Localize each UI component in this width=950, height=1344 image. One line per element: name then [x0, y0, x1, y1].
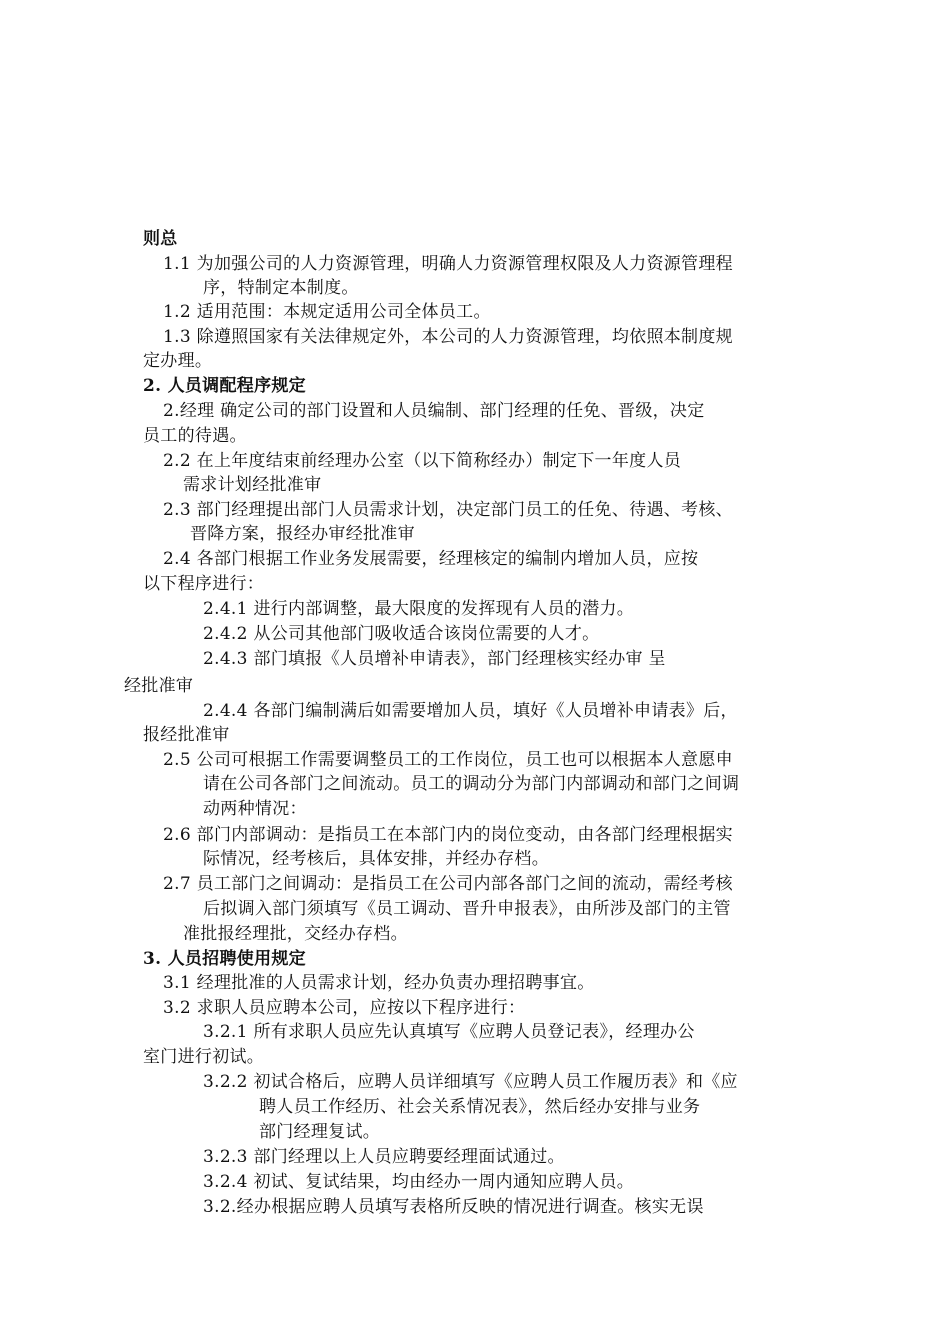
paragraph-line: 2.4.3 部门填报《人员增补申请表》，部门经理核实经办审 呈 — [203, 649, 666, 669]
paragraph-line: 3.2.2 初试合格后，应聘人员详细填写《应聘人员工作履历表》和《应 — [203, 1072, 738, 1092]
paragraph-line: 2.5 公司可根据工作需要调整员工的工作岗位，员工也可以根据本人意愿申 — [163, 750, 733, 770]
paragraph-line: 需求计划经批准审 — [183, 475, 322, 495]
paragraph-line: 请在公司各部门之间流动。员工的调动分为部门内部调动和部门之间调 — [203, 774, 740, 794]
paragraph-line: 晋降方案，报经办审经批准审 — [190, 524, 415, 544]
paragraph-line: 3.2.1 所有求职人员应先认真填写《应聘人员登记表》，经理办公 — [203, 1022, 695, 1042]
paragraph-line: 2.4.2 从公司其他部门吸收适合该岗位需要的人才。 — [203, 624, 600, 644]
paragraph-line: 2.2 在上年度结束前经理办公室（以下简称经办）制定下一年度人员 — [163, 451, 682, 471]
paragraph-line: 2.3 部门经理提出部门人员需求计划，决定部门员工的任免、待遇、考核、 — [163, 500, 733, 520]
paragraph-line: 2.7 员工部门之间调动：是指员工在公司内部各部门之间的流动，需经考核 — [163, 874, 733, 894]
paragraph-line: 聘人员工作经历、社会关系情况表》，然后经办安排与业务 — [259, 1097, 701, 1117]
paragraph-line: 3.2.经办根据应聘人员填写表格所反映的情况进行调查。核实无误 — [203, 1197, 704, 1217]
paragraph-line: 动两种情况： — [203, 799, 307, 819]
paragraph-line: 1.1 为加强公司的人力资源管理，明确人力资源管理权限及人力资源管理程 — [163, 254, 733, 274]
paragraph-line: 际情况，经考核后，具体安排，并经办存档。 — [203, 849, 549, 869]
paragraph-line: 序，特制定本制度。 — [203, 278, 359, 298]
paragraph-line: 3.1 经理批准的人员需求计划，经办负责办理招聘事宜。 — [163, 973, 595, 993]
paragraph-line: 2.经理 确定公司的部门设置和人员编制、部门经理的任免、晋级，决定 — [163, 401, 705, 421]
section-heading-staffing: 2. 人员调配程序规定 — [143, 376, 306, 396]
paragraph-line: 2.6 部门内部调动：是指员工在本部门内的岗位变动，由各部门经理根据实 — [163, 825, 733, 845]
paragraph-line: 定办理。 — [143, 351, 213, 371]
section-heading-recruitment: 3. 人员招聘使用规定 — [143, 949, 306, 969]
paragraph-line: 3.2 求职人员应聘本公司，应按以下程序进行： — [163, 998, 526, 1018]
paragraph-line: 3.2.4 初试、复试结果，均由经办一周内通知应聘人员。 — [203, 1172, 635, 1192]
paragraph-line: 3.2.3 部门经理以上人员应聘要经理面试通过。 — [203, 1147, 565, 1167]
paragraph-line: 2.4.4 各部门编制满后如需要增加人员，填好《人员增补申请表》后， — [203, 701, 738, 721]
paragraph-line: 1.2 适用范围：本规定适用公司全体员工。 — [163, 302, 491, 322]
paragraph-line: 员工的待遇。 — [143, 426, 247, 446]
paragraph-line: 准批报经理批，交经办存档。 — [183, 924, 408, 944]
paragraph-line: 经批准审 — [124, 676, 194, 696]
paragraph-line: 报经批准审 — [143, 725, 230, 745]
paragraph-line: 以下程序进行： — [143, 574, 265, 594]
section-heading-general: 则总 — [143, 229, 178, 249]
paragraph-line: 1.3 除遵照国家有关法律规定外，本公司的人力资源管理，均依照本制度规 — [163, 327, 733, 347]
paragraph-line: 部门经理复试。 — [259, 1122, 381, 1142]
paragraph-line: 后拟调入部门须填写《员工调动、晋升申报表》，由所涉及部门的主管 — [203, 899, 731, 919]
paragraph-line: 室门进行初试。 — [143, 1047, 265, 1067]
paragraph-line: 2.4.1 进行内部调整，最大限度的发挥现有人员的潜力。 — [203, 599, 635, 619]
paragraph-line: 2.4 各部门根据工作业务发展需要，经理核定的编制内增加人员，应按 — [163, 549, 699, 569]
